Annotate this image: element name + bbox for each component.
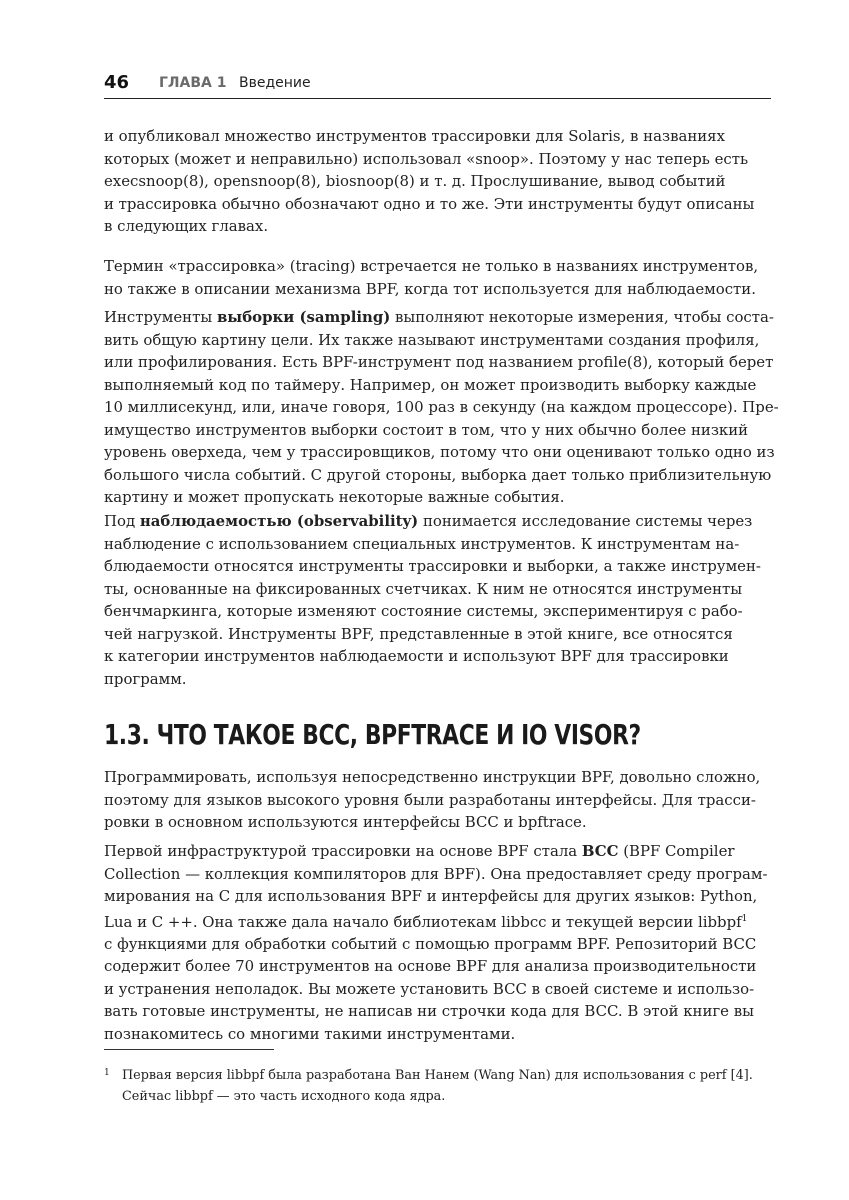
text-line: блюдаемости относятся инструменты трассировки и выборки, а также инструмен- <box>104 557 761 575</box>
text-line: Под наблюдаемостью (observability) понимается исследование системы через <box>104 512 753 530</box>
footnote-ref[interactable]: 1 <box>741 913 748 924</box>
text-line: Термин «трассировка» (tracing) встречается не только в названиях инструментов, <box>104 257 759 275</box>
term-sampling: выборки (sampling) <box>216 308 391 326</box>
text-line: поэтому для языков высокого уровня были разработаны интерфейсы. Для трасси- <box>104 790 756 809</box>
footnote-line: 1 Первая версия libbpf была разработана Ван Нанем (Wang Nan) для использования с perf [4]. <box>104 1063 784 1086</box>
text-line: и трассировка обычно обозначают одно и то же. Эти инструменты будут описаны <box>104 194 755 213</box>
footnote-divider <box>104 1049 274 1050</box>
text-line: и устранения неполадок. Вы можете установить BCC в своей системе и использо- <box>104 979 755 998</box>
text-line: ты, основанные на фиксированных счетчиках. К ним не относятся инструменты <box>104 579 743 598</box>
text-line: Lua и C ++. Она также дала начало библиотекам libbcc и текущей версии libbpf$^1$ <box>104 912 748 931</box>
text-line: выполняемый код по таймеру. Например, он может производить выборку каждые <box>104 375 757 394</box>
text-line: в следующих главах. <box>104 217 269 235</box>
text-line: но также в описании механизма BPF, когда тот используется для наблюдаемости. <box>104 279 756 298</box>
paragraph-5 <box>104 766 784 834</box>
text-line: программ. <box>104 669 187 688</box>
text-line: execsnoop(8), opensnoop(8), biosnoop(8) и т. д. Прослушивание, вывод событий <box>104 172 726 190</box>
text-line: Инструменты выборки (sampling) выполняют некоторые измерения, чтобы соста- <box>104 308 774 326</box>
chapter-title: Введение <box>239 75 311 91</box>
text-line: картину и может пропускать некоторые важные события. <box>104 488 565 506</box>
text-line: наблюдение с использованием специальных инструментов. К инструментам на- <box>104 534 740 553</box>
text-line: Программировать, используя непосредственно инструкции BPF, довольно сложно, <box>104 768 761 786</box>
text-line: бенчмаркинга, которые изменяют состояние системы, экспериментируя с рабо- <box>104 602 743 620</box>
text-line: которых (может и неправильно) использовал «snoop». Поэтому у нас теперь есть <box>104 149 749 168</box>
footnote <box>104 1063 784 1107</box>
paragraph-4 <box>104 510 784 690</box>
text-line: вить общую картину цели. Их также называют инструментами создания профиля, <box>104 330 760 349</box>
text-line: чей нагрузкой. Инструменты BPF, представленные в этой книге, все относятся <box>104 624 733 643</box>
text-line: ровки в основном используются интерфейсы BCC и bpftrace. <box>104 813 587 831</box>
text-line: мирования на C для использования BPF и интерфейсы для других языков: Python, <box>104 887 758 905</box>
page-number: 46 <box>104 72 130 93</box>
text-line: с функциями для обработки событий с помощью программ BPF. Репозиторий BCC <box>104 934 757 953</box>
paragraph-6 <box>104 840 784 1045</box>
text-line: или профилирования. Есть BPF-инструмент под названием profile(8), который берет <box>104 353 774 371</box>
paragraph-2 <box>104 255 784 300</box>
text-line: к категории инструментов наблюдаемости и используют BPF для трассировки <box>104 647 729 665</box>
footnote-mark: 1 <box>104 1068 110 1078</box>
text-line: Первой инфраструктурой трассировки на основе BPF стала BCC (BPF Compiler <box>104 842 735 860</box>
footnote-line: Сейчас libbpf — это часть исходного кода ядра. <box>122 1089 446 1104</box>
term-bcc: BCC <box>581 842 619 860</box>
chapter-label: ГЛАВА 1 <box>159 75 227 91</box>
text-line: большого числа событий. С другой стороны, выборка дает только приблизительную <box>104 465 772 484</box>
text-line: содержит более 70 инструментов на основе BPF для анализа производительности <box>104 957 757 976</box>
text-line: 10 миллисекунд, или, иначе говоря, 100 раз в секунду (на каждом процессоре). Пре- <box>104 398 779 416</box>
text-line: познакомитесь со многими такими инструментами. <box>104 1024 516 1043</box>
term-observability: наблюдаемостью (observability) <box>139 512 419 530</box>
text-line: вать готовые инструменты, не написав ни строчки кода для BCC. В этой книге вы <box>104 1002 754 1021</box>
paragraph-1 <box>104 125 784 238</box>
running-header <box>104 70 771 99</box>
text-line: и опубликовал множество инструментов трассировки для Solaris, в названиях <box>104 127 725 145</box>
section-heading: 1.3. ЧТО ТАКОЕ BCC, BPFTRACE И IO VISOR? <box>104 718 641 751</box>
paragraph-3 <box>104 306 784 509</box>
text-line: имущество инструментов выборки состоит в том, что у них обычно более низкий <box>104 420 749 439</box>
text-line: Collection — коллекция компиляторов для BPF). Она предоставляет среду програм- <box>104 864 768 883</box>
text-line: уровень оверхеда, чем у трассировщиков, потому что они оценивают только одно из <box>104 443 775 461</box>
